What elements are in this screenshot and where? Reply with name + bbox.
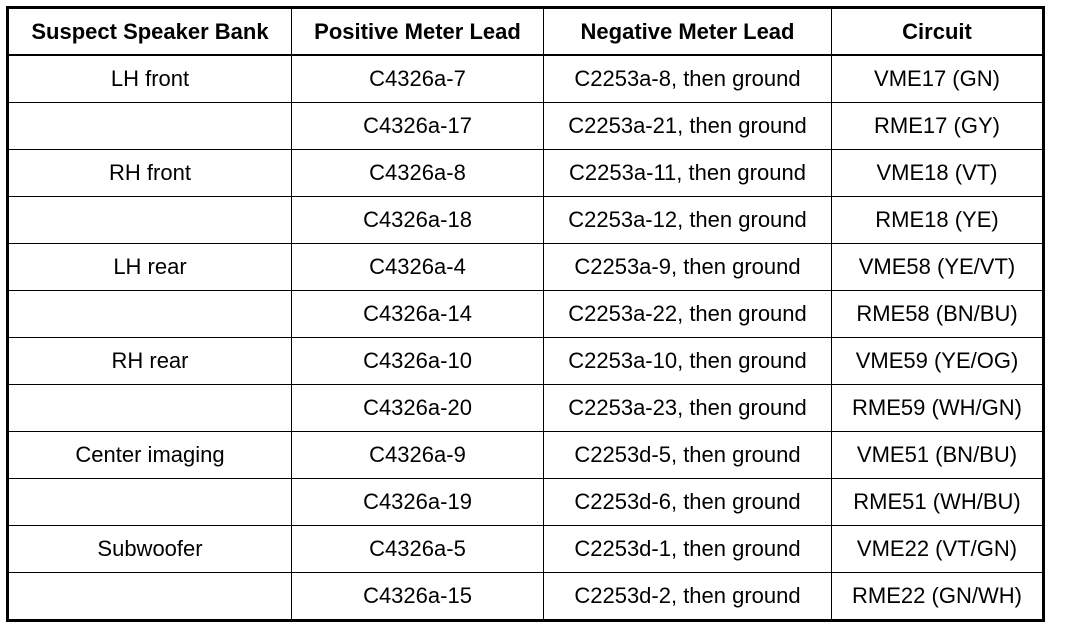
cell-speaker-bank: [8, 479, 292, 526]
cell-speaker-bank: LH front: [8, 55, 292, 103]
cell-positive-lead: C4326a-14: [292, 291, 544, 338]
cell-circuit: RME17 (GY): [832, 103, 1044, 150]
cell-circuit: VME59 (YE/OG): [832, 338, 1044, 385]
cell-speaker-bank: Center imaging: [8, 432, 292, 479]
table-row: [8, 103, 1044, 150]
cell-negative-lead: C2253a-9, then ground: [544, 244, 832, 291]
table-row: [8, 197, 1044, 244]
cell-speaker-bank: RH rear: [8, 338, 292, 385]
speaker-circuit-table-container: [6, 6, 1045, 622]
table-row: [8, 526, 1044, 573]
cell-circuit: RME51 (WH/BU): [832, 479, 1044, 526]
cell-circuit: RME18 (YE): [832, 197, 1044, 244]
table-row: [8, 385, 1044, 432]
cell-positive-lead: C4326a-4: [292, 244, 544, 291]
cell-negative-lead: C2253d-1, then ground: [544, 526, 832, 573]
table-row: [8, 150, 1044, 197]
cell-speaker-bank: [8, 573, 292, 621]
cell-negative-lead: C2253a-11, then ground: [544, 150, 832, 197]
cell-circuit: VME51 (BN/BU): [832, 432, 1044, 479]
cell-speaker-bank: [8, 385, 292, 432]
cell-positive-lead: C4326a-15: [292, 573, 544, 621]
cell-positive-lead: C4326a-7: [292, 55, 544, 103]
cell-circuit: RME58 (BN/BU): [832, 291, 1044, 338]
cell-positive-lead: C4326a-20: [292, 385, 544, 432]
cell-circuit: VME17 (GN): [832, 55, 1044, 103]
cell-negative-lead: C2253a-21, then ground: [544, 103, 832, 150]
cell-speaker-bank: LH rear: [8, 244, 292, 291]
cell-positive-lead: C4326a-19: [292, 479, 544, 526]
cell-negative-lead: C2253a-10, then ground: [544, 338, 832, 385]
cell-speaker-bank: [8, 197, 292, 244]
table-row: [8, 573, 1044, 621]
header-suspect-speaker-bank: Suspect Speaker Bank: [8, 8, 292, 56]
cell-negative-lead: C2253a-8, then ground: [544, 55, 832, 103]
cell-negative-lead: C2253a-12, then ground: [544, 197, 832, 244]
table-header-row: [8, 8, 1044, 56]
table-row: [8, 244, 1044, 291]
cell-negative-lead: C2253d-5, then ground: [544, 432, 832, 479]
cell-positive-lead: C4326a-5: [292, 526, 544, 573]
cell-circuit: VME22 (VT/GN): [832, 526, 1044, 573]
cell-circuit: VME58 (YE/VT): [832, 244, 1044, 291]
cell-speaker-bank: [8, 103, 292, 150]
cell-negative-lead: C2253a-22, then ground: [544, 291, 832, 338]
header-positive-meter-lead: Positive Meter Lead: [292, 8, 544, 56]
cell-negative-lead: C2253a-23, then ground: [544, 385, 832, 432]
cell-circuit: RME59 (WH/GN): [832, 385, 1044, 432]
header-circuit: Circuit: [832, 8, 1044, 56]
cell-speaker-bank: [8, 291, 292, 338]
table-row: [8, 338, 1044, 385]
table-row: [8, 432, 1044, 479]
table-row: [8, 55, 1044, 103]
table-row: [8, 291, 1044, 338]
cell-speaker-bank: RH front: [8, 150, 292, 197]
cell-positive-lead: C4326a-9: [292, 432, 544, 479]
cell-speaker-bank: Subwoofer: [8, 526, 292, 573]
cell-circuit: VME18 (VT): [832, 150, 1044, 197]
cell-positive-lead: C4326a-8: [292, 150, 544, 197]
cell-positive-lead: C4326a-18: [292, 197, 544, 244]
cell-positive-lead: C4326a-10: [292, 338, 544, 385]
cell-negative-lead: C2253d-6, then ground: [544, 479, 832, 526]
cell-circuit: RME22 (GN/WH): [832, 573, 1044, 621]
table-row: [8, 479, 1044, 526]
cell-positive-lead: C4326a-17: [292, 103, 544, 150]
speaker-circuit-table: [6, 6, 1045, 622]
header-negative-meter-lead: Negative Meter Lead: [544, 8, 832, 56]
cell-negative-lead: C2253d-2, then ground: [544, 573, 832, 621]
